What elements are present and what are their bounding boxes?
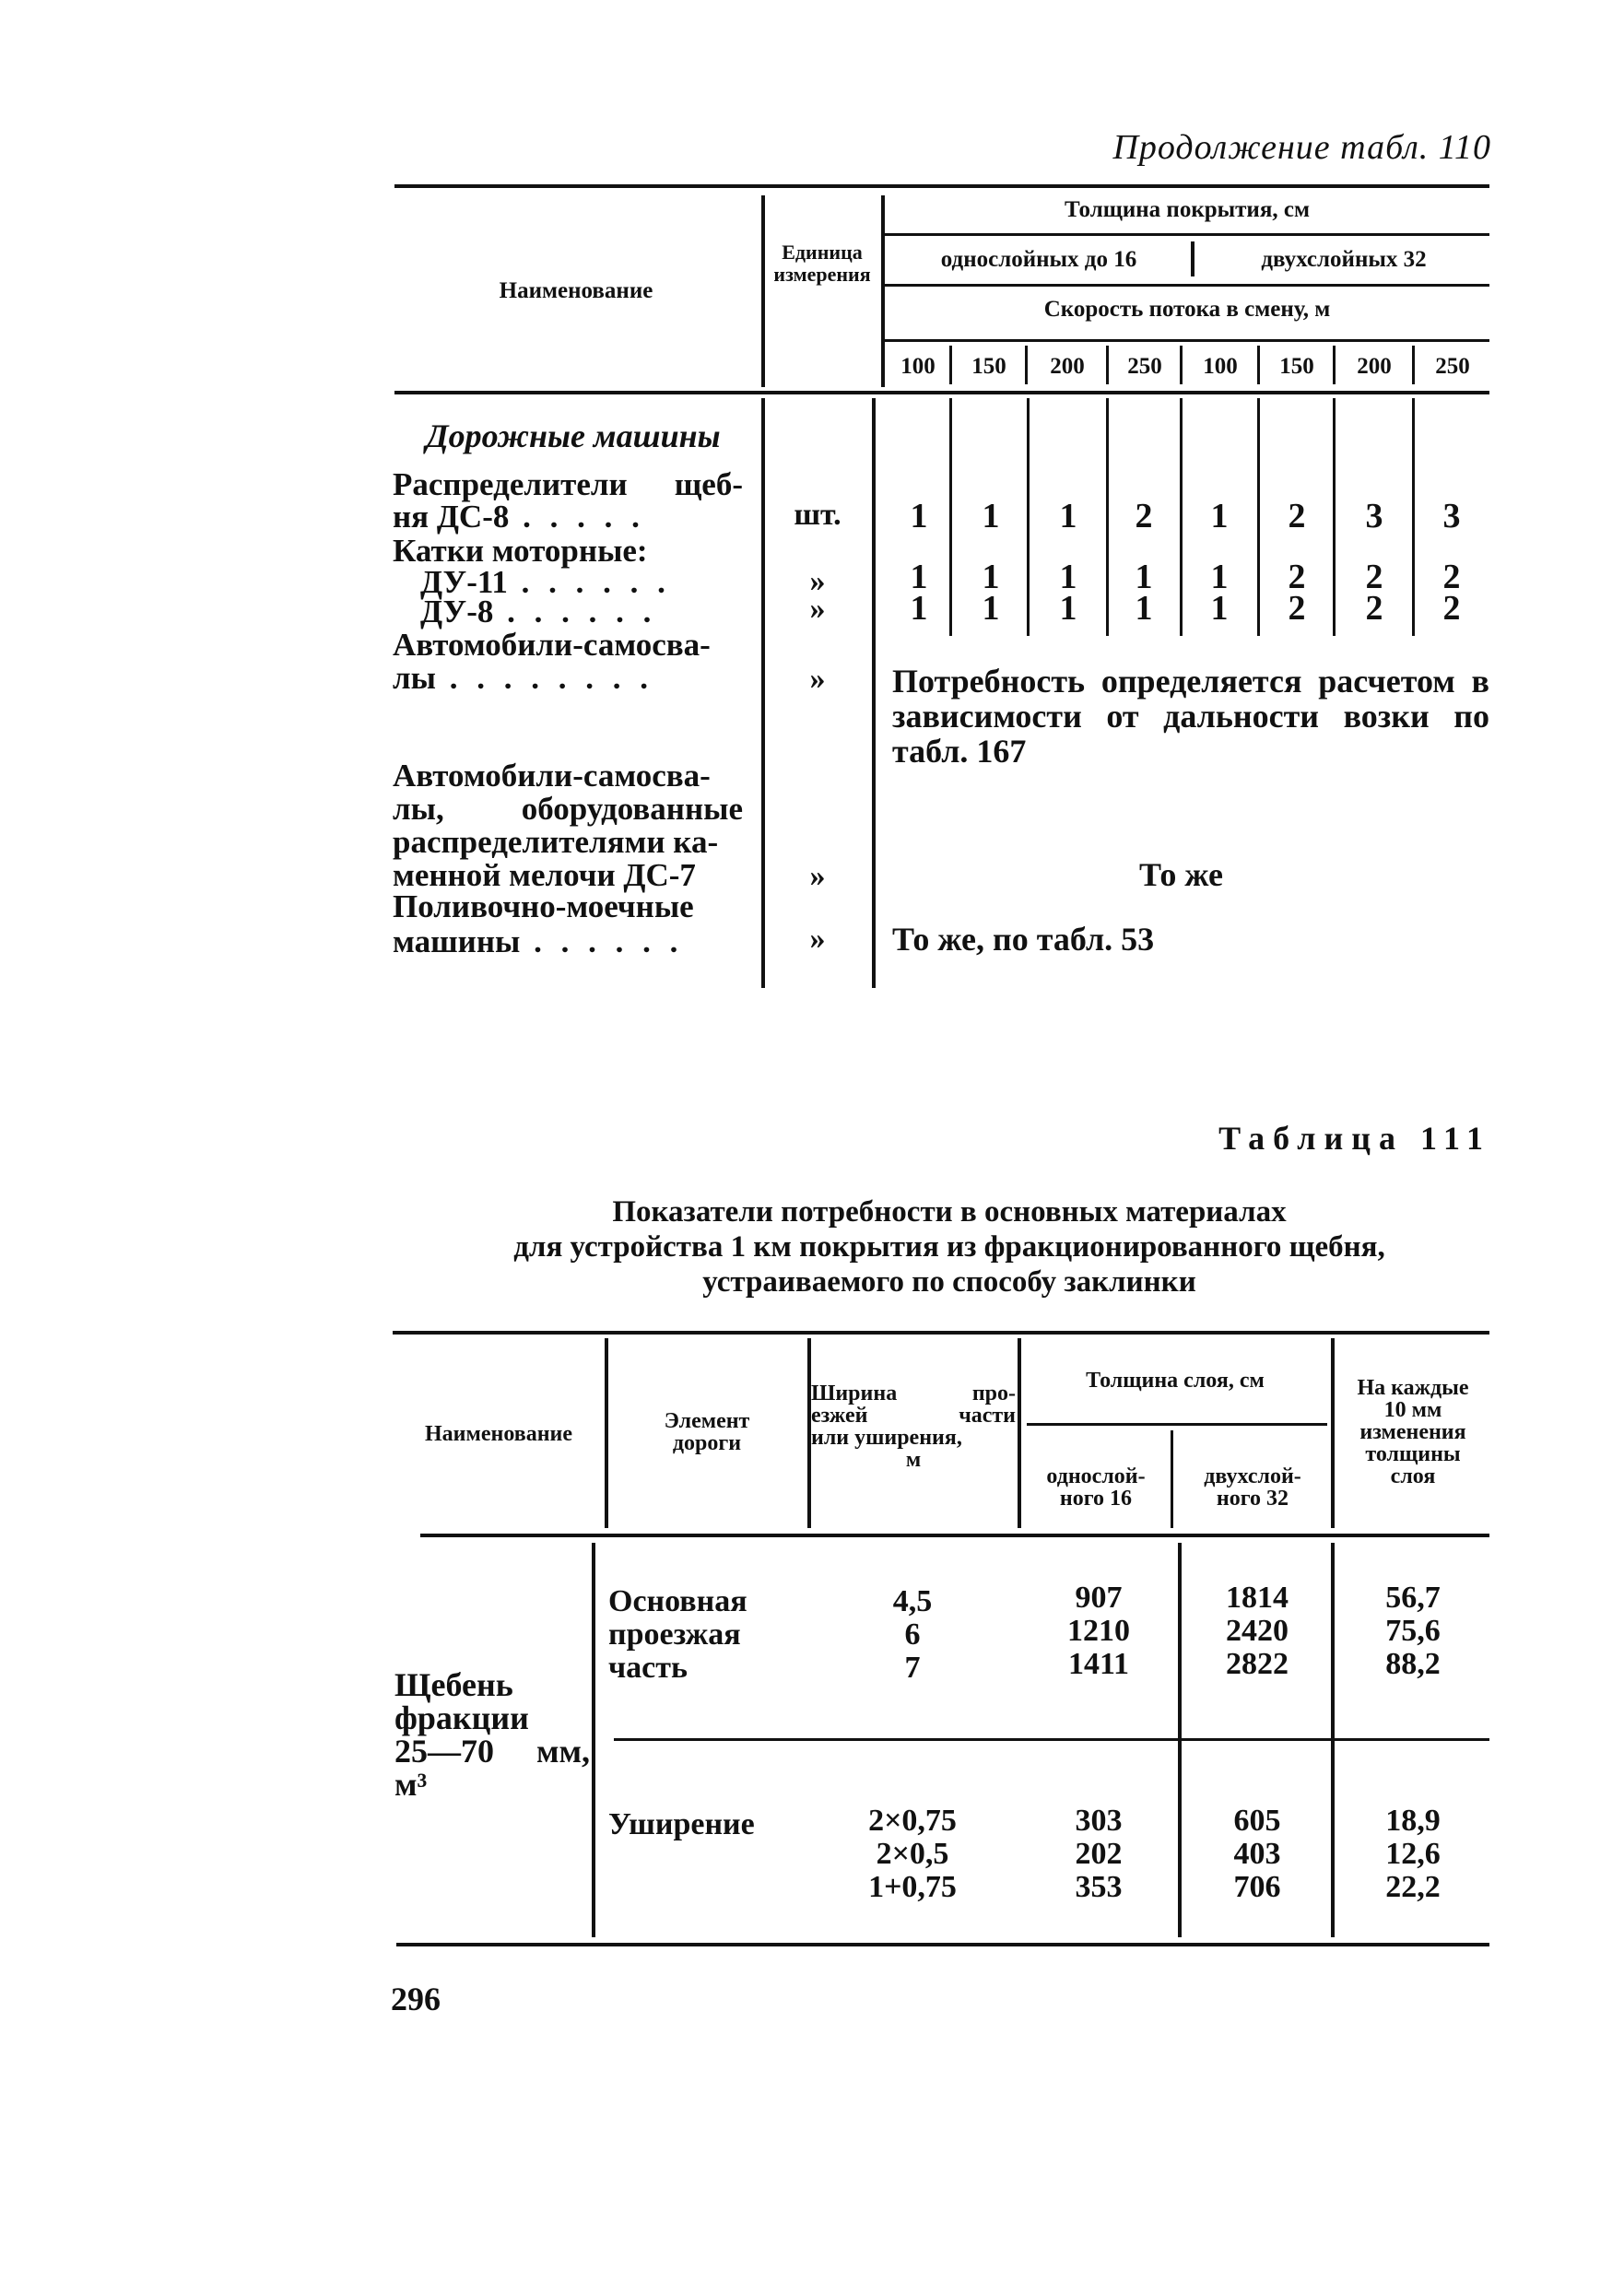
row-distributors-v3: 1 [1059,497,1077,535]
table110-header-speed: Скорость потока в смену, м [1043,297,1331,322]
table111-material-line2: фракции [394,1699,529,1736]
row-du8-label: ДУ-8 . . . . . . [420,594,657,629]
group-widening-width-2: 2×0,5 [876,1837,949,1871]
group-main-widths [830,1585,995,1685]
table111-header-width-line1: Ширина про- [811,1382,1016,1405]
table110-speed-sep-3 [1106,346,1109,384]
group-widening-element: Уширение [608,1807,755,1841]
table111-header-single-line2: ного 16 [1059,1487,1133,1511]
group-main-element [608,1585,811,1685]
row-du11-v5: 1 [1210,558,1229,596]
table111-body-vline-1 [592,1543,595,1937]
group-main-width-1: 4,5 [892,1584,933,1618]
group-widening-width-1: 2×0,75 [868,1804,957,1838]
table111-header-rule [420,1534,1489,1537]
group-widening-double-1: 605 [1233,1804,1281,1838]
row-ds7-unit: » [809,859,826,893]
table110-header-unit: Единица измерения [773,241,871,286]
table110-speed-sep-1 [949,346,952,384]
table110-speed-2: 150 [971,354,1006,379]
table111-material-line3: 25—70 мм, [394,1733,590,1770]
table111-header-per10-line1: На каждые [1357,1376,1469,1400]
table110-speed-8: 250 [1435,354,1470,379]
table110-top-rule [394,184,1489,188]
row-du11-v6: 2 [1288,558,1306,596]
table110-speed-4: 250 [1127,354,1162,379]
group-main-element-line1: Основная [608,1584,747,1618]
group-widening-widths [830,1805,995,1904]
table110-header-rule [394,391,1489,394]
table110-speed-sep-5 [1257,346,1260,384]
row-distributors-v5: 1 [1210,497,1229,535]
row-watering-note: То же, по табл. 53 [892,921,1155,958]
row-du8-v5: 1 [1210,589,1229,628]
group-widening-double [1185,1805,1329,1904]
table111-caption [406,1194,1493,1299]
row-dumptrucks-line2: лы . . . . . . . . [393,660,653,696]
row-du11-v4: 1 [1135,558,1153,596]
row-du11-unit: » [809,564,826,598]
row-distributors-unit: шт. [794,498,841,532]
group-main-width-3: 7 [904,1651,921,1685]
table110-body-vline-7 [1412,398,1415,636]
group-main-double-2: 2420 [1226,1614,1289,1648]
group-widening-single [1023,1805,1174,1904]
table110-header-name: Наименование [499,278,653,303]
table110-header-double: двухслойных 32 [1261,247,1427,272]
row-distributors-v1: 1 [910,497,928,535]
table111-header-single-line1: однослой- [1046,1464,1146,1488]
table111-material-line4: м³ [394,1766,428,1803]
table111-header-double-line1: двухслой- [1204,1464,1301,1488]
table111-material-line1: Щебень [394,1666,513,1703]
table110-speed-sep-4 [1180,346,1183,384]
group-main-width-2: 6 [904,1617,921,1652]
group-main-double-3: 2822 [1226,1647,1289,1681]
row-dumptrucks-note: Потребность определяется расчетом в зависимости от дальности возки по табл. 167 [892,663,1489,770]
table111-number: Таблица 111 [1218,1120,1491,1157]
table111-header-element [610,1410,804,1454]
table111-caption-line3: устраиваемого по способу заклинки [702,1265,1196,1299]
row-du8-unit: » [809,592,826,626]
table111-header-double [1178,1465,1327,1510]
table111-header-thickness: Толщина слоя, см [1086,1369,1265,1393]
table111-hdr-vline-5 [1331,1338,1335,1528]
row-du11-v1: 1 [910,558,928,596]
table110-hdr-vline-3 [1191,241,1194,276]
table110-body-vline-5 [1257,398,1260,636]
group-main-element-line2: проезжая [608,1617,741,1652]
group-widening-per10-1: 18,9 [1385,1804,1441,1838]
table111-hdr-vline-3 [1018,1338,1021,1528]
table111-body-vline-2 [1178,1543,1182,1937]
table111-material [394,1668,590,1801]
table111-header-name: Наименование [425,1422,572,1446]
table111-header-width-line4: м [905,1448,922,1472]
group-main-per10 [1336,1582,1489,1681]
table110-speed-5: 100 [1203,354,1238,379]
group-main-single [1023,1582,1174,1681]
group-main-per10-1: 56,7 [1385,1581,1441,1615]
table110-body-vline-6 [1333,398,1336,636]
row-du8-v3: 1 [1059,589,1077,628]
row-ds7-line3: распределителями ка- [393,824,719,860]
table111-thickness-rule [1027,1423,1327,1426]
row-du8-v8: 2 [1442,589,1461,628]
table111-hdr-vline-1 [605,1338,608,1528]
group-widening-single-1: 303 [1075,1804,1123,1838]
group-main-single-1: 907 [1075,1581,1123,1615]
group-widening-double-2: 403 [1233,1837,1281,1871]
table111-header-single [1023,1465,1169,1510]
table110-body-vline-4 [1180,398,1183,636]
row-du8-v7: 2 [1365,589,1383,628]
group-main-single-2: 1210 [1067,1614,1130,1648]
table110-hdr-vline-2 [881,195,885,387]
row-du11-v3: 1 [1059,558,1077,596]
row-distributors-v8: 3 [1442,497,1461,535]
row-ds7-line1: Автомобили-самосва- [393,758,711,794]
page-number: 296 [391,1981,441,2017]
row-du11-v8: 2 [1442,558,1461,596]
row-du8-v2: 1 [982,589,1000,628]
table111-caption-line2: для устройства 1 км покрытия из фракционированного щебня, [513,1230,1385,1264]
table111-header-per10 [1336,1377,1489,1488]
group-main-per10-3: 88,2 [1385,1647,1441,1681]
table111-header-element-line1: Элемент [664,1409,750,1433]
table110-speed-6: 150 [1279,354,1314,379]
table110-type-rule [883,284,1489,287]
table111-header-double-line2: ного 32 [1216,1487,1289,1511]
row-dumptrucks-line1: Автомобили-самосва- [393,627,711,663]
table111-header-width-line3: или уширения, [811,1426,962,1450]
table111-hdr-vline-4 [1171,1430,1173,1528]
table110-body-vline-2 [1027,398,1030,636]
group-widening-width-3: 1+0,75 [868,1870,957,1904]
table111-header-per10-line4: толщины [1365,1442,1461,1466]
table110-speed-1: 100 [900,354,936,379]
group-main-per10-2: 75,6 [1385,1614,1441,1648]
group-main-double-1: 1814 [1226,1581,1289,1615]
row-distributors-v4: 2 [1135,497,1153,535]
row-watering-unit: » [809,922,826,956]
row-ds7-line2: лы, оборудованные [393,791,743,827]
table111-header-width-line2: езжей части [811,1404,1016,1428]
table110-speed-3: 200 [1050,354,1085,379]
row-rollers-title: Катки моторные: [393,533,648,569]
row-watering-line1: Поливочно-моечные [393,888,694,924]
table110-body-vline-name [761,398,765,988]
group-main-element-line3: часть [608,1651,688,1685]
table111-bottom-rule [396,1943,1489,1946]
table110-body-vline-3 [1106,398,1109,636]
table111-body-vline-3 [1331,1543,1335,1937]
row-du11-label: ДУ-11 . . . . . . [420,564,671,600]
table110-speed-sep-2 [1025,346,1028,384]
group-main-single-3: 1411 [1067,1647,1130,1681]
row-distributors-v6: 2 [1288,497,1306,535]
table110-header-single: однослойных до 16 [940,247,1137,272]
group-widening-per10-2: 12,6 [1385,1837,1441,1871]
table111-header-per10-line3: изменения [1359,1420,1466,1444]
table110-speed-rule [883,339,1489,342]
group-widening-single-2: 202 [1075,1837,1123,1871]
row-dumptrucks-unit: » [809,662,826,696]
row-watering-line2: машины . . . . . . [393,923,684,959]
row-du11-v7: 2 [1365,558,1383,596]
group-widening-per10-3: 22,2 [1385,1870,1441,1904]
row-distributors-v2: 1 [982,497,1000,535]
row-ds7-note: То же [1139,856,1224,893]
table111-header-per10-line2: 10 мм [1383,1398,1442,1422]
table110-section-title: Дорожные машины [426,417,721,454]
continuation-title: Продолжение табл. 110 [1112,128,1491,167]
table111-header-element-line2: дороги [672,1431,742,1455]
table110-speed-7: 200 [1357,354,1392,379]
table110-speed-sep-7 [1412,346,1415,384]
row-ds7-line4: менной мелочи ДС-7 [393,857,696,893]
table110-thickness-rule [883,233,1489,236]
table110-header-thickness: Толщина покрытия, см [1065,197,1310,222]
group-widening-single-3: 353 [1075,1870,1123,1904]
table111-caption-line1: Показатели потребности в основных материалах [612,1195,1287,1229]
group-widening-double-3: 706 [1233,1870,1281,1904]
row-du11-v2: 1 [982,558,1000,596]
group-main-double [1185,1582,1329,1681]
table111-header-per10-line5: слоя [1390,1464,1436,1488]
row-du8-v4: 1 [1135,589,1153,628]
table111-header-width [811,1382,1016,1471]
table110-speed-sep-6 [1333,346,1336,384]
row-du8-v6: 2 [1288,589,1306,628]
table110-body-vline-unit [872,398,876,988]
row-distributors-v7: 3 [1365,497,1383,535]
row-du8-v1: 1 [910,589,928,628]
table110-hdr-vline-1 [761,195,765,387]
row-distributors-line1: Распределители щеб- [393,466,743,502]
table111-top-rule [393,1331,1489,1335]
row-distributors-line2: ня ДС-8 . . . . . [393,499,645,535]
table111-group-rule [614,1738,1489,1741]
group-widening-per10 [1336,1805,1489,1904]
